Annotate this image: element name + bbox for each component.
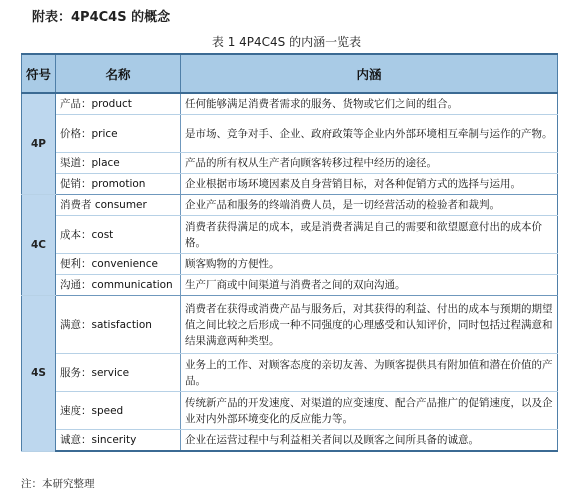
row-desc: 消费者在获得或消费产品与服务后，对其获得的利益、付出的成本与预期的期望值之间比较之后形成一种不同强度的心理感受和认知评价，同时包括过程满意和结果满意两种类型。 [181,296,558,354]
appendix-heading: 附表：4P4C4S 的概念 [32,10,171,25]
header-name: 名称 [56,54,181,93]
table-caption: 表 1 4P4C4S 的内涵一览表 [211,35,362,49]
row-name: 产品：product [56,93,181,115]
table-row [22,275,558,296]
table-row [22,115,558,153]
row-name: 价格：price [56,115,181,153]
row-name: 消费者 consumer [56,195,181,216]
row-name: 促销：promotion [56,174,181,195]
row-name: 渠道：place [56,153,181,174]
concept-table [21,53,558,452]
row-name: 诚意：sincerity [56,430,181,452]
row-desc: 传统新产品的开发速度、对渠道的应变速度、配合产品推广的促销速度，以及企业对内外部环境变化的反应能力等。 [181,392,558,430]
row-desc: 消费者获得满足的成本，或是消费者满足自己的需要和欲望愿意付出的成本价格。 [181,216,558,254]
table-row [22,195,558,216]
row-desc: 企业产品和服务的终端消费人员，是一切经营活动的检验者和裁判。 [181,195,558,216]
row-desc: 企业在运营过程中与利益相关者间以及顾客之间所具备的诚意。 [181,430,558,452]
row-desc: 企业根据市场环境因素及自身营销目标，对各种促销方式的选择与运用。 [181,174,558,195]
row-name: 服务：service [56,354,181,392]
row-desc: 是市场、竞争对手、企业、政府政策等企业内外部环境相互牵制与运作的产物。 [181,115,558,153]
row-name: 成本：cost [56,216,181,254]
row-name: 满意：satisfaction [56,296,181,354]
group-symbol-4s: 4S [22,296,56,452]
table-header-row [22,54,558,93]
row-desc: 产品的所有权从生产者向顾客转移过程中经历的途径。 [181,153,558,174]
table-row [22,153,558,174]
table-row [22,254,558,275]
table-row [22,392,558,430]
row-desc: 生产厂商或中间渠道与消费者之间的双向沟通。 [181,275,558,296]
header-meaning: 内涵 [181,54,558,93]
group-symbol-4p: 4P [22,93,56,195]
row-desc: 任何能够满足消费者需求的服务、货物或它们之间的组合。 [181,93,558,115]
row-name: 沟通：communication [56,275,181,296]
row-name: 速度：speed [56,392,181,430]
table-row [22,216,558,254]
row-desc: 顾客购物的方便性。 [181,254,558,275]
table-row [22,174,558,195]
table-row [22,296,558,354]
group-symbol-4c: 4C [22,195,56,296]
source-note: 注：本研究整理 [21,478,95,490]
table-row [22,430,558,452]
table-row [22,93,558,115]
header-symbol: 符号 [22,54,56,93]
row-desc: 业务上的工作、对顾客态度的亲切友善、为顾客提供具有附加值和潜在价值的产品。 [181,354,558,392]
row-name: 便利：convenience [56,254,181,275]
table-row [22,354,558,392]
